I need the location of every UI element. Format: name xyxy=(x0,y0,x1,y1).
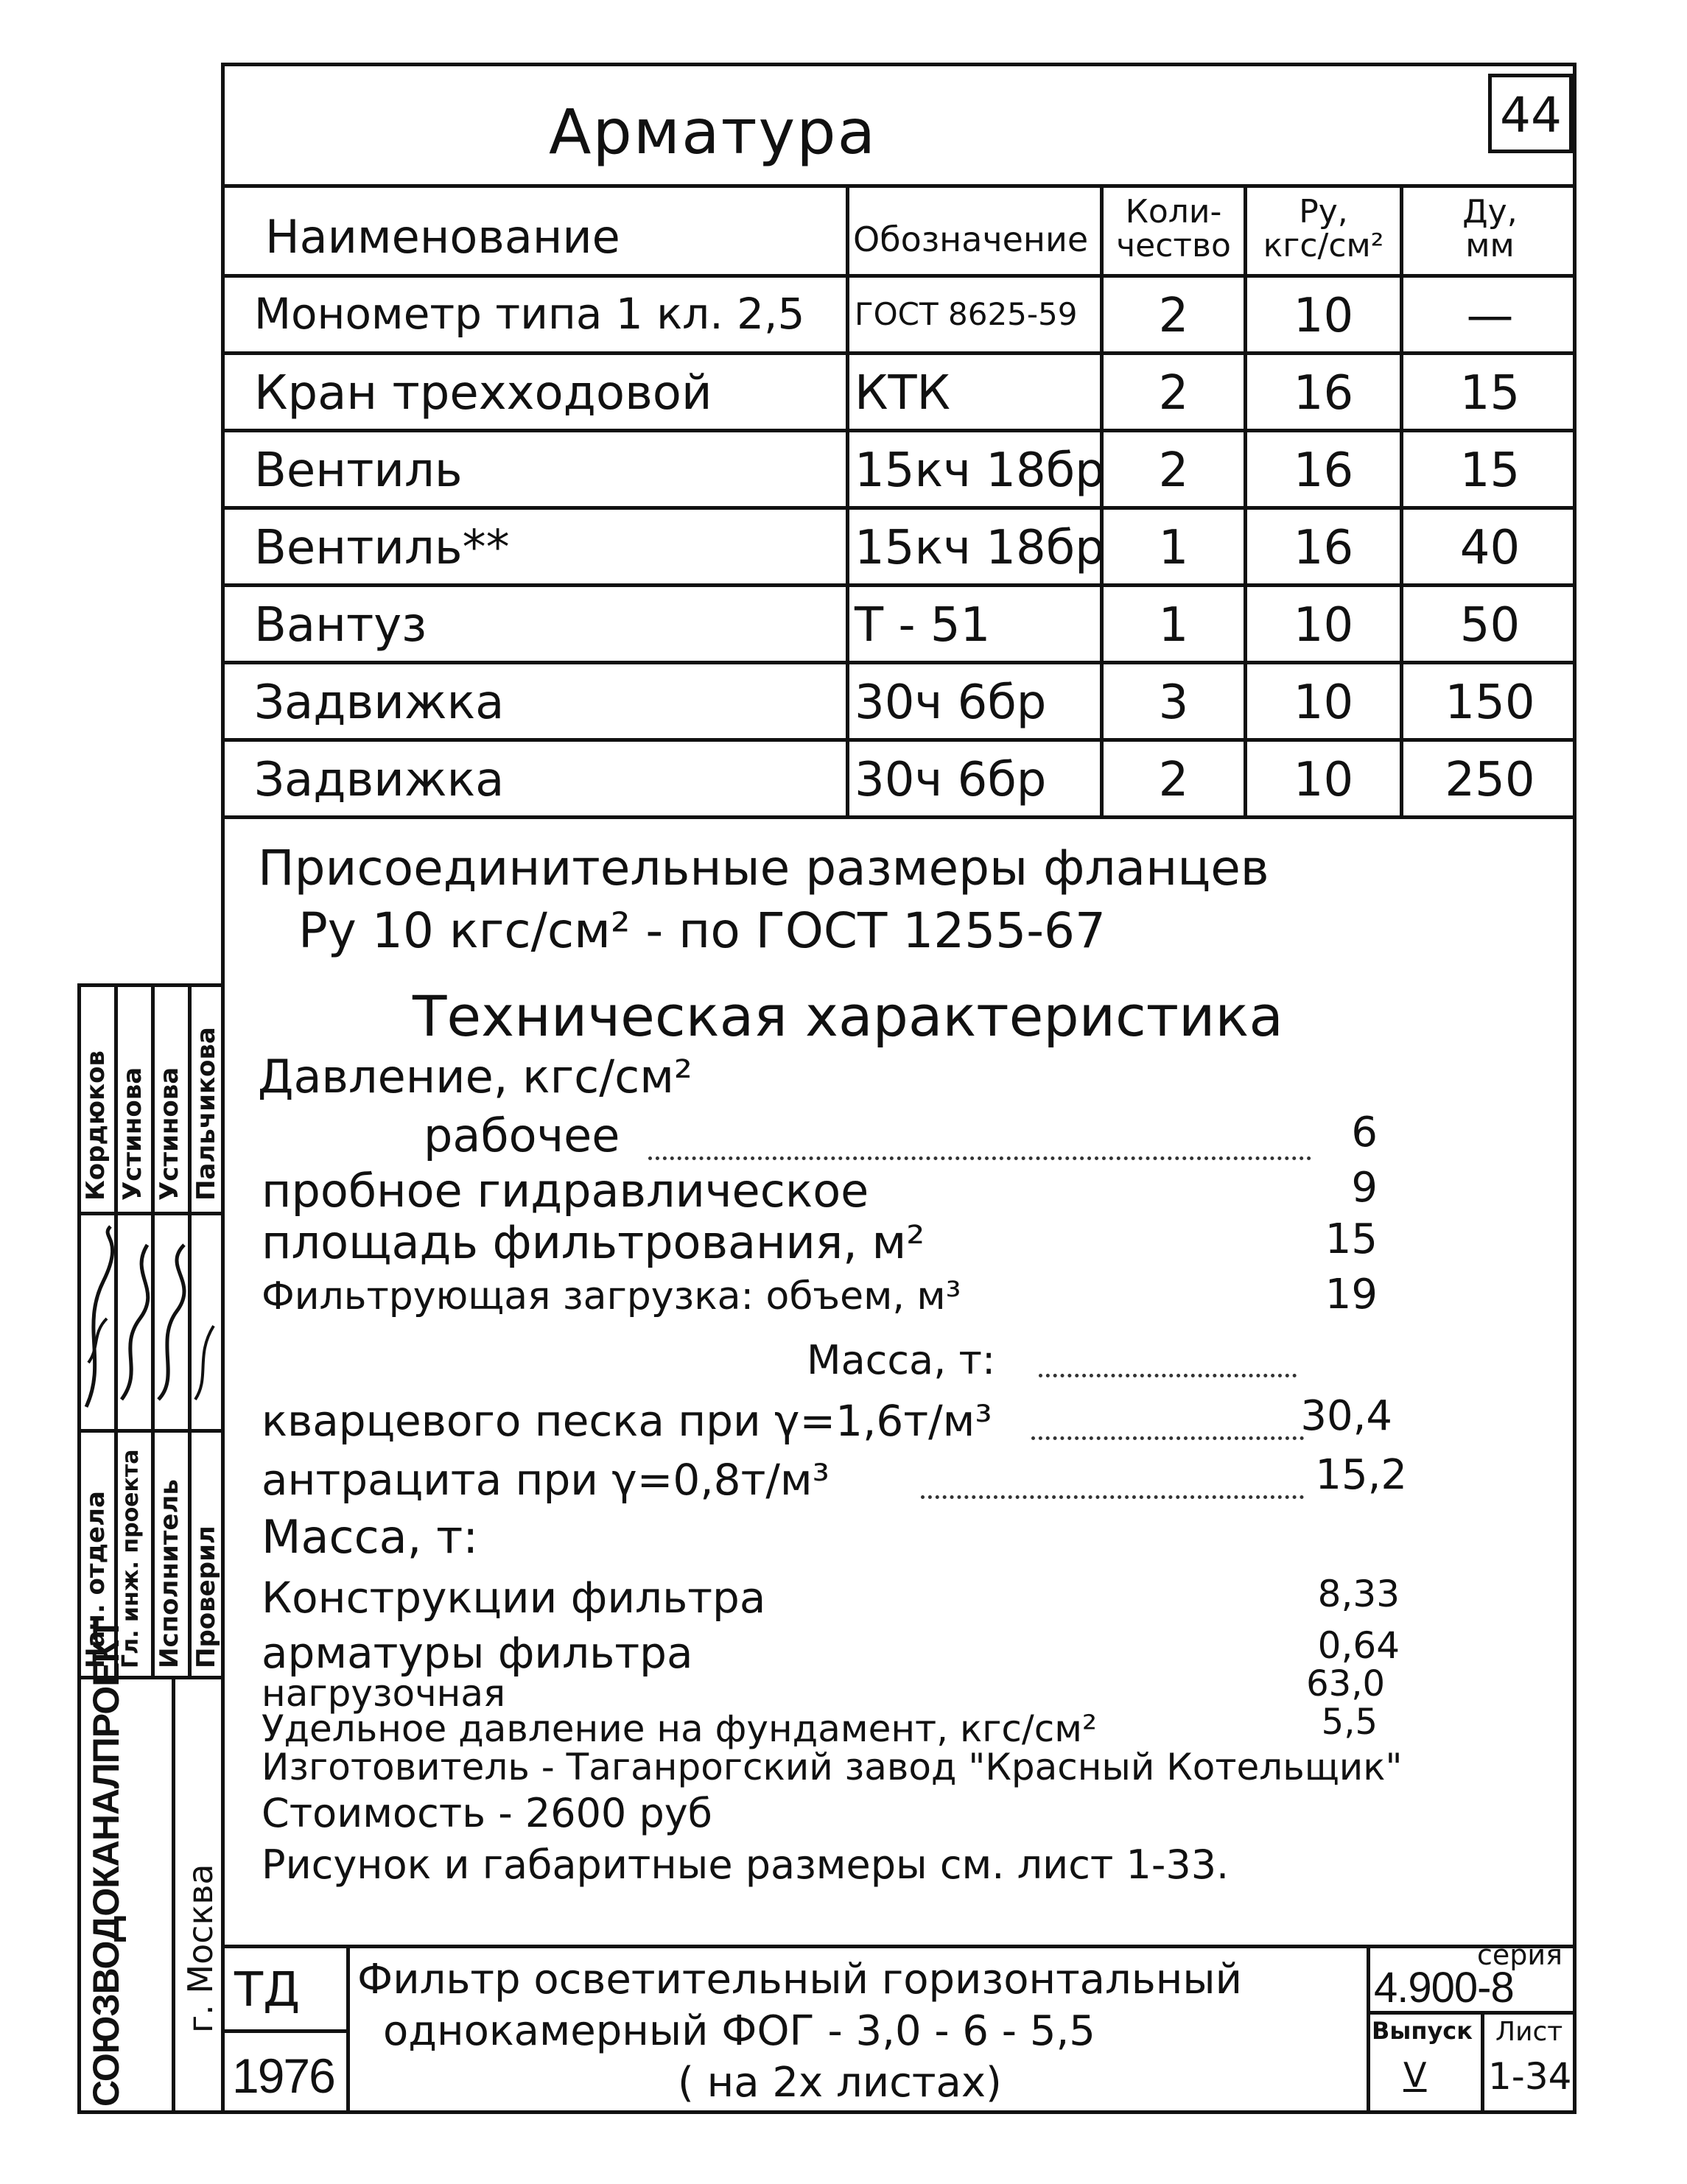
row-designation: 30ч 6бр xyxy=(855,753,1047,807)
flange-line-2: Ру 10 кгс/см² - по ГОСТ 1255-67 xyxy=(298,902,1106,959)
page-title: Арматура xyxy=(549,96,877,168)
test-label: пробное гидравлическое xyxy=(262,1164,869,1218)
row-name: Задвижка xyxy=(254,675,505,730)
construction-label: Конструкции фильтра xyxy=(262,1573,766,1623)
sheet-value: 1-34 xyxy=(1488,2055,1572,2098)
stamp-role-4: Проверил xyxy=(192,1525,221,1668)
header-diameter: Ду, мм xyxy=(1462,193,1518,264)
row-qty: 2 xyxy=(1158,366,1189,421)
row-py: 10 xyxy=(1293,598,1354,653)
mass-sub-label: Масса, т: xyxy=(807,1337,996,1383)
header-quantity: Коли- чество xyxy=(1116,193,1231,264)
area-label: площадь фильтрования, м² xyxy=(262,1215,925,1269)
row-name: Вентиль xyxy=(254,443,463,498)
sheet-label: Лист xyxy=(1495,2017,1563,2047)
row-qty: 2 xyxy=(1158,289,1189,343)
test-value: 9 xyxy=(1351,1164,1378,1212)
stamp-role-3: Исполнитель xyxy=(155,1479,184,1668)
title-desc-line-1: Фильтр осветительный горизонтальный xyxy=(357,1956,1243,2004)
series-label: серия xyxy=(1477,1939,1563,1971)
sand-value: 30,4 xyxy=(1300,1392,1392,1440)
row-designation: Т - 51 xyxy=(855,598,991,653)
row-designation: 15кч 18бр xyxy=(855,443,1105,498)
row-py: 16 xyxy=(1293,521,1354,575)
area-value: 15 xyxy=(1325,1215,1378,1263)
header-designation: Обозначение xyxy=(853,220,1089,259)
title-desc-line-3: ( на 2х листах) xyxy=(678,2059,1002,2107)
header-name: Наименование xyxy=(265,210,620,264)
stamp-name-2: Устинова xyxy=(118,1067,147,1201)
load-label: Фильтрующая загрузка: объем, м³ xyxy=(262,1274,961,1319)
row-name: Кран трехходовой xyxy=(254,366,712,421)
row-dy: 15 xyxy=(1459,443,1521,498)
issue-value: V xyxy=(1403,2055,1427,2095)
pressure-label: Давление, кгс/см² xyxy=(258,1050,692,1103)
row-dy: 15 xyxy=(1459,366,1521,421)
stamp-role-1: Нач. отдела xyxy=(81,1491,111,1668)
row-designation: 30ч 6бр xyxy=(855,675,1047,730)
working-label: рабочее xyxy=(424,1109,620,1162)
stamp-organization: СОЮЗВОДОКАНАЛПРОЕКТ xyxy=(85,1618,127,2107)
td-label: ТД xyxy=(234,1963,301,2018)
row-qty: 3 xyxy=(1158,675,1189,730)
row-name: Вантуз xyxy=(254,598,427,653)
row-qty: 2 xyxy=(1158,443,1189,498)
mass-label: Масса, т: xyxy=(262,1510,479,1564)
stamp-name-3: Устинова xyxy=(155,1067,184,1201)
row-qty: 1 xyxy=(1158,598,1189,653)
stamp-role-2: Гл. инж. проекта xyxy=(118,1449,144,1668)
row-py: 10 xyxy=(1293,753,1354,807)
row-py: 10 xyxy=(1293,675,1354,730)
row-dy: 150 xyxy=(1445,675,1535,730)
anthracite-label: антрацита при γ=0,8т/м³ xyxy=(262,1455,830,1505)
sheet-number: 44 xyxy=(1500,87,1562,144)
working-value: 6 xyxy=(1351,1109,1378,1156)
row-py: 16 xyxy=(1293,443,1354,498)
issue-label: Выпуск xyxy=(1372,2017,1473,2045)
row-name: Монометр типа 1 кл. 2,5 xyxy=(254,289,805,339)
sand-label: кварцевого песка при γ=1,6т/м³ xyxy=(262,1396,992,1446)
stamp-city: г. Москва xyxy=(180,1864,220,2033)
row-dy: 50 xyxy=(1459,598,1521,653)
cost: Стоимость - 2600 руб xyxy=(262,1790,712,1836)
signatures xyxy=(77,1215,225,1425)
series-value: 4.900-8 xyxy=(1374,1964,1514,2012)
load-value: 19 xyxy=(1325,1271,1378,1319)
stamp-name-1: Кордюков xyxy=(81,1050,111,1201)
header-pressure: Ру, кгс/см² xyxy=(1263,193,1384,264)
row-py: 16 xyxy=(1293,366,1354,421)
drawing-reference: Рисунок и габаритные размеры см. лист 1-33. xyxy=(262,1841,1230,1888)
fittings-label: арматуры фильтра xyxy=(262,1628,693,1678)
row-name: Задвижка xyxy=(254,753,505,807)
stamp-name-4: Пальчикова xyxy=(192,1027,221,1201)
loaded-value: 63,0 xyxy=(1306,1663,1385,1704)
year: 1976 xyxy=(232,2048,334,2103)
row-qty: 2 xyxy=(1158,753,1189,807)
row-name: Вентиль** xyxy=(254,521,510,575)
title-desc-line-2: однокамерный ФОГ - 3,0 - 6 - 5,5 xyxy=(383,2007,1095,2055)
manufacturer: Изготовитель - Таганрогский завод "Красный Котельщик" xyxy=(262,1746,1403,1788)
anthracite-value: 15,2 xyxy=(1315,1451,1407,1499)
loaded-label: нагрузочная xyxy=(262,1672,506,1715)
fittings-value: 0,64 xyxy=(1317,1624,1400,1667)
foundation-value: 5,5 xyxy=(1321,1702,1378,1743)
construction-value: 8,33 xyxy=(1317,1573,1400,1615)
row-designation: ГОСТ 8625-59 xyxy=(855,296,1078,332)
flange-line-1: Присоединительные размеры фланцев xyxy=(258,840,1269,896)
row-dy: 40 xyxy=(1459,521,1521,575)
row-designation: КТК xyxy=(855,366,950,421)
row-dy: — xyxy=(1466,289,1514,343)
row-dy: 250 xyxy=(1445,753,1535,807)
row-qty: 1 xyxy=(1158,521,1189,575)
foundation-label: Удельное давление на фундамент, кгс/см² xyxy=(262,1707,1098,1750)
row-py: 10 xyxy=(1293,289,1354,343)
row-designation: 15кч 18бр xyxy=(855,521,1105,575)
tech-heading: Техническая характеристика xyxy=(413,983,1283,1049)
